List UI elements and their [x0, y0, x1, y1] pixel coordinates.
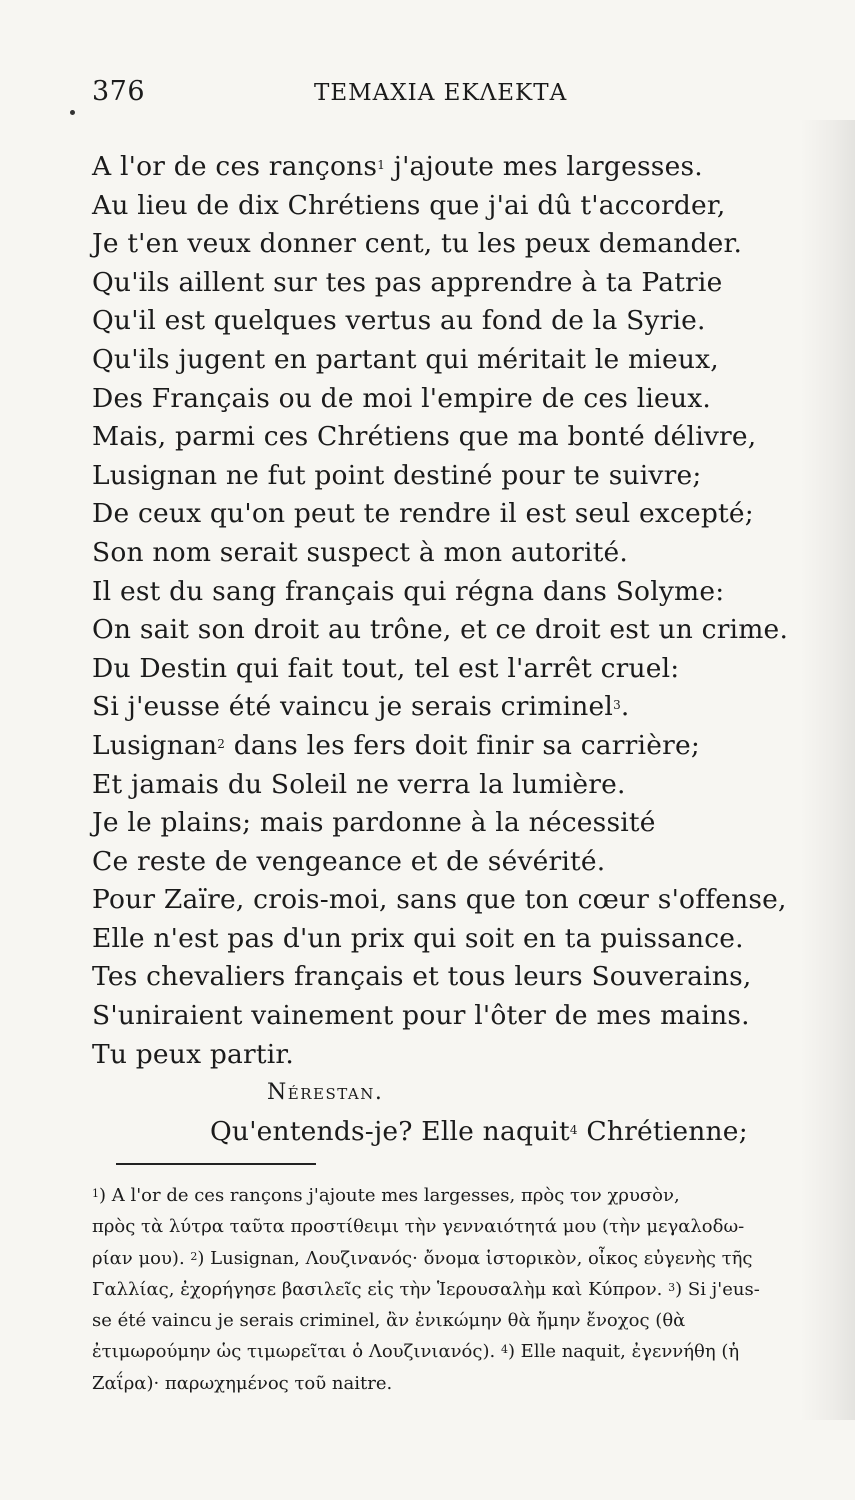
- verse-line: A l'or de ces rançons$^1$ j'ajoute mes largesses.: [92, 151, 703, 182]
- verse-line: S'uniraient vainement pour l'ôter de mes mains.: [92, 1000, 750, 1032]
- verse-line: Pour Zaïre, crois-moi, sans que ton cœur s'offense,: [92, 884, 787, 916]
- verse-line: On sait son droit au trône, et ce droit est un crime.: [92, 614, 789, 646]
- footnote-line: ρίαν μου). $^2$) Lusignan, Λουζινανός· ὄνομα ἱστορικὸν, οἶκος εὐγενὴς τῆς: [92, 1247, 753, 1269]
- verse-block: [92, 148, 789, 1151]
- verse-line: Lusignan$^2$ dans les fers doit finir sa carrière;: [92, 729, 700, 761]
- verse-line: Tes chevaliers français et tous leurs Souverains,: [92, 961, 752, 993]
- verse-line: Des Français ou de moi l'empire de ces lieux.: [92, 382, 711, 414]
- verse-line: Au lieu de dix Chrétiens que j'ai dû t'accorder,: [92, 189, 726, 221]
- verse-line: Qu'ils jugent en partant qui méritait le mieux,: [92, 343, 719, 375]
- verse-line: Elle n'est pas d'un prix qui soit en ta puissance.: [92, 922, 744, 954]
- verse-line: Si j'eusse été vaincu je serais criminel$^3$.: [92, 691, 630, 723]
- verse-line: Je le plains; mais pardonne à la nécessité: [92, 807, 656, 839]
- running-title: ΤΕΜΑΧΙΑ ΕΚΛΕΚΤΑ: [314, 80, 568, 106]
- verse-line: De ceux qu'on peut te rendre il est seul excepté;: [92, 498, 754, 530]
- page-header: [92, 76, 732, 116]
- verse-line: Qu'entends-je? Elle naquit$^4$ Chrétienne;: [210, 1115, 748, 1147]
- verse-line: Son nom serait suspect à mon autorité.: [92, 536, 629, 568]
- footnote-line: se été vaincu je serais criminel, ἂν ἐνικώμην θὰ ἤμην ἔνοχος (θὰ: [92, 1310, 686, 1332]
- verse-line: Lusignan ne fut point destiné pour te suivre;: [92, 459, 702, 491]
- footnote-line: πρὸς τὰ λύτρα ταῦτα προστίθειμι τὴν γενναιότητά μου (τὴν μεγαλοδω-: [92, 1216, 745, 1238]
- verse-line: Je t'en veux donner cent, tu les peux demander.: [92, 228, 743, 260]
- footnote-line: Γαλλίας, ἐχορήγησε βασιλεῖς εἰς τὴν Ἱερουσαλὴμ καὶ Κύπρον. $^3$) Si j'eus-: [92, 1278, 760, 1300]
- verse-line: Qu'ils aillent sur tes pas apprendre à ta Patrie: [92, 266, 723, 298]
- footnote-line: Ζαΐρα)· παρωχημένος τοῦ naitre.: [92, 1372, 393, 1394]
- verse-line: Tu peux partir.: [92, 1038, 294, 1070]
- footnotes: [92, 1180, 827, 1399]
- footnote-line: $^1$) A l'or de ces rançons j'ajoute mes largesses, πρὸς τον χρυσὸν,: [92, 1185, 680, 1206]
- verse-line: Et jamais du Soleil ne verra la lumière.: [92, 768, 626, 800]
- verse-line: Mais, parmi ces Chrétiens que ma bonté délivre,: [92, 421, 757, 453]
- verse-line: Qu'il est quelques vertus au fond de la Syrie.: [92, 305, 706, 337]
- speaker-name: Nérestan.: [267, 1080, 384, 1106]
- page-number: 376: [92, 76, 146, 107]
- footnote-rule: [116, 1163, 316, 1165]
- footnote-line: ἐτιμωρούμην ὡς τιμωρεῖται ὁ Λουζινιανός). $^4$) Elle naquit, ἐγεννήθη (ἡ: [92, 1341, 740, 1363]
- verse-line: Ce reste de vengeance et de sévérité.: [92, 845, 606, 877]
- ink-dot: [70, 110, 75, 115]
- verse-line: Il est du sang français qui régna dans Solyme:: [92, 575, 725, 607]
- verse-line: Du Destin qui fait tout, tel est l'arrêt cruel:: [92, 652, 680, 684]
